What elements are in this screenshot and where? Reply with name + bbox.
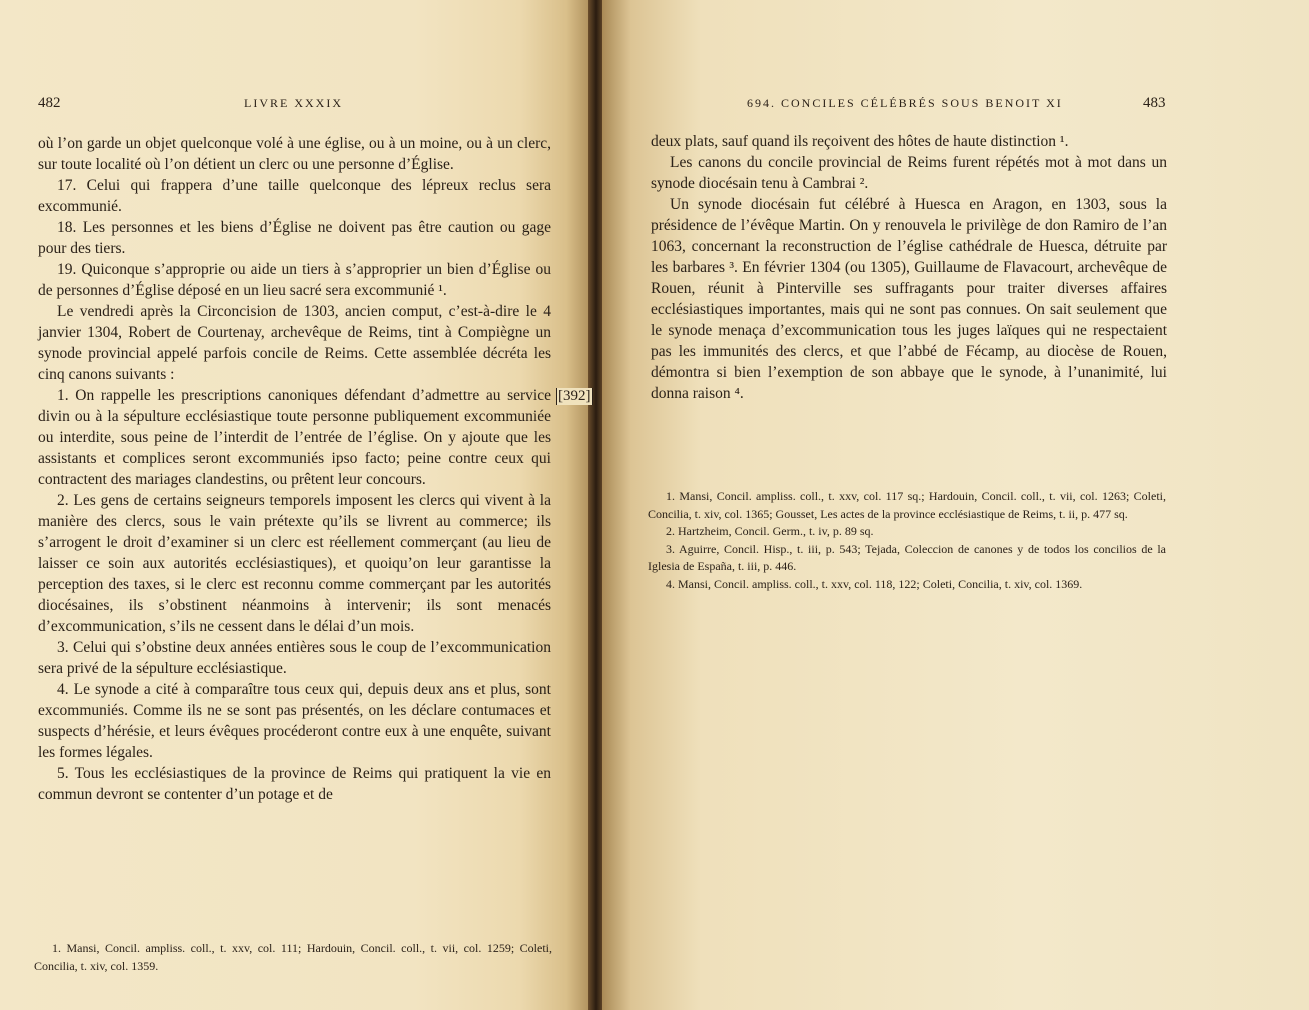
right-page xyxy=(602,0,1309,1010)
paragraph: Le vendredi après la Circoncision de 1303, ancien comput, c’est-à-dire le 4 janvier 1304, Robert de Courtenay, archevêque de Reims, tint à Compiègne un synode provincial appelé parfois concile de Reims. Cette assemblée décréta les cinq canons suivants : xyxy=(38,303,551,383)
left-footnotes xyxy=(34,940,552,975)
footnote: 1. Mansi, Concil. ampliss. coll., t. xxv, col. 117 sq.; Hardouin, Concil. coll., t. vii, col. 1263; Coleti, Concilia, t. xiv, col. 1365; Gousset, Les actes de la province ecclésiastique de Reims, t. ii, p. 477 sq. xyxy=(648,489,1166,521)
right-body-text xyxy=(651,131,1167,404)
margin-marker: [392] xyxy=(558,388,591,404)
left-page xyxy=(0,0,590,1010)
page-number: 482 xyxy=(38,95,61,111)
footnote: 2. Hartzheim, Concil. Germ., t. iv, p. 89 sq. xyxy=(666,524,874,538)
left-body-text xyxy=(38,133,551,805)
paragraph: où l’on garde un objet quelconque volé à une église, ou à un moine, ou à un clerc, sur toute localité où l’on détient un clerc ou une personne d’Église. xyxy=(38,135,551,173)
footnote: 3. Aguirre, Concil. Hisp., t. iii, p. 543; Tejada, Coleccion de canones y de todos los concilios de la Iglesia de España, t. iii, p. 446. xyxy=(648,541,1166,573)
paragraph: Les canons du concile provincial de Reims furent répétés mot à mot dans un synode diocésain tenu à Cambrai ². xyxy=(651,154,1167,192)
running-head: 694. CONCILES CÉLÉBRÉS SOUS BENOIT XI xyxy=(747,96,1063,110)
footnote: 4. Mansi, Concil. ampliss. coll., t. xxv, col. 118, 122; Coleti, Concilia, t. xiv, col. 1369. xyxy=(666,576,1083,591)
paragraph: 17. Celui qui frappera d’une taille quelconque des lépreux reclus sera excommunié. xyxy=(38,177,551,215)
paragraph: 18. Les personnes et les biens d’Église ne doivent pas être caution ou gage pour des tiers. xyxy=(38,219,551,257)
paragraph: 1. On rappelle les prescriptions canoniques défendant d’admettre au service divin ou à la sépulture ecclésiastique toute personne publiquement excommuniée ou interdite, sous peine de l’interdit de l’entrée de l’église. On y ajoute que les assistants et complices seront excommuniés ipso facto; peine contre ceux qui contractent des mariages clandestins, ou prêtent leur concours. xyxy=(38,387,551,488)
paragraph: 2. Les gens de certains seigneurs temporels imposent les clercs qui vivent à la manière des clercs, sous le vain prétexte qu’ils se livrent au commerce; ils s’arrogent le droit d’examiner si un clerc est réellement commerçant (au lieu de laisser ce soin aux autorités ecclésiastiques), et quoiqu’on leur garantisse la perception des taxes, si le clerc est reconnu comme commerçant par les autorités diocésaines, ils s’obstinent néanmoins à intervenir; ils sont menacés d’excommunication, s’ils ne cessent dans le délai d’un mois. xyxy=(38,492,551,635)
paragraph: 4. Le synode a cité à comparaître tous ceux qui, depuis deux ans et plus, sont excommuniés. Comme ils ne se sont pas présentés, on les déclare contumaces et suspects d’hérésie, et leurs évêques procéderont contre eux à une enquête, suivant les formes légales. xyxy=(38,681,551,761)
paragraph: 5. Tous les ecclésiastiques de la province de Reims qui pratiquent la vie en commun devront se contenter d’un potage et de xyxy=(38,765,551,803)
running-head: LIVRE XXXIX xyxy=(244,96,343,110)
paragraph: deux plats, sauf quand ils reçoivent des hôtes de haute distinction ¹. xyxy=(651,133,1069,150)
paragraph: 3. Celui qui s’obstine deux années entières sous le coup de l’excommunication sera privé de la sépulture ecclésiastique. xyxy=(38,639,551,677)
right-footnotes xyxy=(648,488,1166,593)
page-number: 483 xyxy=(1143,95,1166,111)
paragraph: 19. Quiconque s’approprie ou aide un tiers à s’approprier un bien d’Église ou de personnes d’Église déposé en un lieu sacré sera excommunié ¹. xyxy=(38,261,551,299)
paragraph: Un synode diocésain fut célébré à Huesca en Aragon, en 1303, sous la présidence de l’évêque Martin. On y renouvela le privilège de don Ramiro de l’an 1063, concernant la reconstruction de l’église cathédrale de Huesca, détruite par les barbares ³. En février 1304 (ou 1305), Guillaume de Flavacourt, archevêque de Rouen, réunit à Pinterville ses suffragants pour traiter diverses affaires ecclésiastiques importantes, mais qui ne sont pas connues. On sait seulement que le synode menaça d’excommunication tous les juges laïques qui ne respectaient pas les immunités des clercs, et que l’abbé de Fécamp, au diocèse de Rouen, démontra si bien l’exemption de son abbaye que le synode, à l’unanimité, lui donna raison ⁴. xyxy=(651,196,1167,402)
footnote: 1. Mansi, Concil. ampliss. coll., t. xxv, col. 111; Hardouin, Concil. coll., t. vii, col. 1259; Coleti, Concilia, t. xiv, col. 1359. xyxy=(34,941,552,973)
